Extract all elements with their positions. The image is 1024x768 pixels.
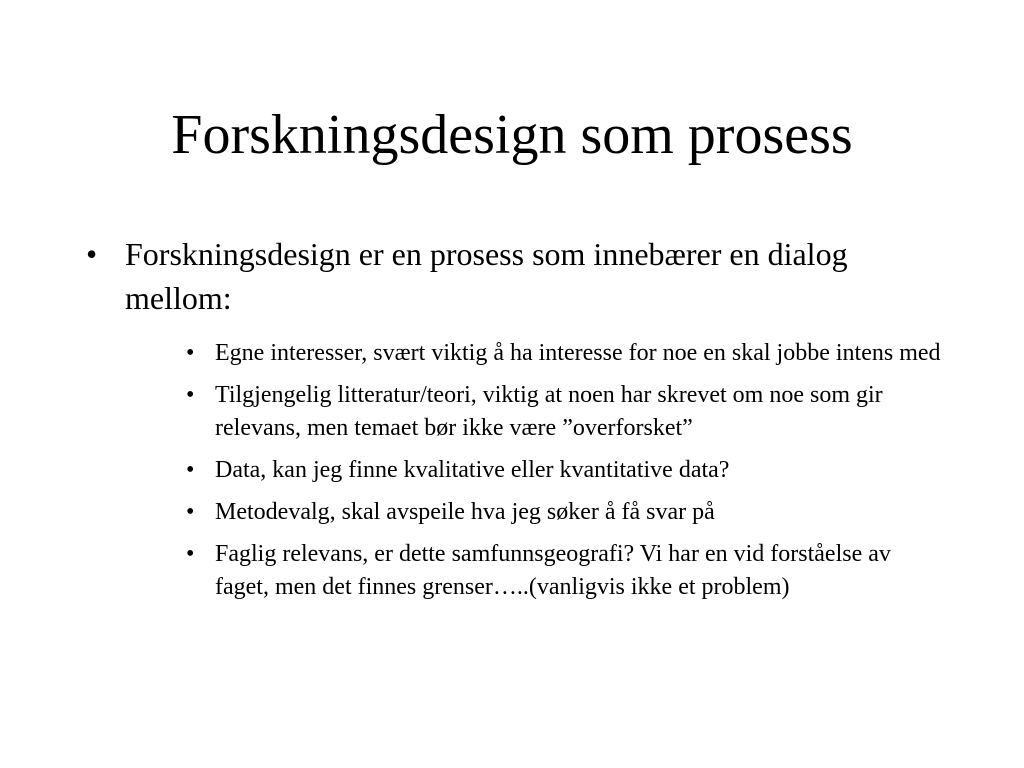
bullet-icon: • — [186, 457, 195, 483]
main-bullet-text: Forskningsdesign er en prosess som innebærer en dialog mellom: — [125, 236, 848, 316]
bullet-icon: • — [186, 382, 195, 408]
sub-bullet-point — [184, 538, 944, 604]
slide-content — [84, 232, 944, 613]
sub-bullet-text: Egne interesser, svært viktig å ha interesse for noe en skal jobbe intens med — [215, 340, 941, 366]
sub-bullet-point — [184, 379, 944, 445]
sub-bullet-point — [184, 454, 944, 487]
bullet-icon: • — [186, 499, 195, 525]
bullet-icon: • — [86, 236, 98, 272]
sub-bullet-point — [184, 337, 944, 370]
sub-bullet-point — [184, 496, 944, 529]
sub-bullet-text: Tilgjengelig litteratur/teori, viktig at noen har skrevet om noe som gir relevans, men temaet bør ikke være ”overforsket” — [215, 382, 883, 441]
slide-title: Forskningsdesign som prosess — [171, 104, 853, 166]
sub-bullet-list — [184, 337, 944, 604]
bullet-icon: • — [186, 541, 195, 567]
bullet-icon: • — [186, 340, 195, 366]
sub-bullet-text: Faglig relevans, er dette samfunnsgeografi? Vi har en vid forståelse av faget, men det finnes grenser…..(vanligvis ikke et problem) — [215, 541, 891, 600]
sub-bullet-text: Metodevalg, skal avspeile hva jeg søker å få svar på — [215, 499, 715, 525]
main-bullet-point — [84, 232, 944, 320]
sub-bullet-text: Data, kan jeg finne kvalitative eller kvantitative data? — [215, 457, 730, 483]
